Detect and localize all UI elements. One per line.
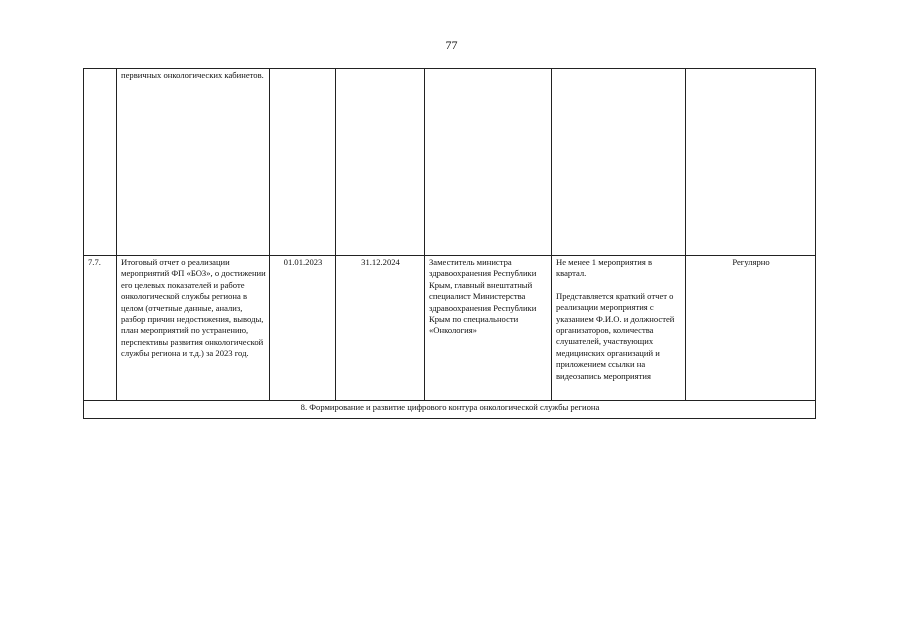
section-8-title: 8. Формирование и развитие цифрового контура онкологической службы региона (84, 401, 816, 419)
cell-start-date (270, 69, 336, 256)
cell-responsible (425, 69, 552, 256)
table-row-continuation (84, 69, 816, 256)
cell-number (84, 69, 117, 256)
page-number: 77 (445, 38, 458, 52)
section-header-row (84, 401, 816, 419)
result-text-1: Не менее 1 мероприятия в квартал. (556, 257, 653, 279)
cell-result (552, 256, 686, 401)
cell-frequency: Регулярно (686, 256, 816, 401)
paragraph-gap (556, 280, 682, 291)
table-row-7-7 (84, 256, 816, 401)
cell-end-date: 31.12.2024 (336, 256, 425, 401)
cell-end-date (336, 69, 425, 256)
result-text-2: Представляется краткий отчет о реализации мероприятия с указанием Ф.И.О. и должностей организаторов, количества слушателей, участвующих медицинских организаций и приложением ссылки на видеозапись мероприятия (556, 290, 675, 381)
cell-responsible: Заместитель министра здравоохранения Республики Крым, главный внештатный специалист Министерства здравоохранения Республики Крым по специальности «Онкология» (425, 256, 552, 401)
plan-table (83, 68, 816, 419)
cell-activity: Итоговый отчет о реализации мероприятий ФП «БОЗ», о достижении его целевых показателей и работе онкологической службы региона в целом (отчетные данные, анализ, разбор причин недостижения, выводы, план мероприятий по устранению, перспективы развития онкологической службы региона и т.д.) за 2023 год. (117, 256, 270, 401)
cell-activity: первичных онкологических кабинетов. (117, 69, 270, 256)
cell-start-date: 01.01.2023 (270, 256, 336, 401)
cell-number: 7.7. (84, 256, 117, 401)
cell-frequency (686, 69, 816, 256)
cell-result (552, 69, 686, 256)
